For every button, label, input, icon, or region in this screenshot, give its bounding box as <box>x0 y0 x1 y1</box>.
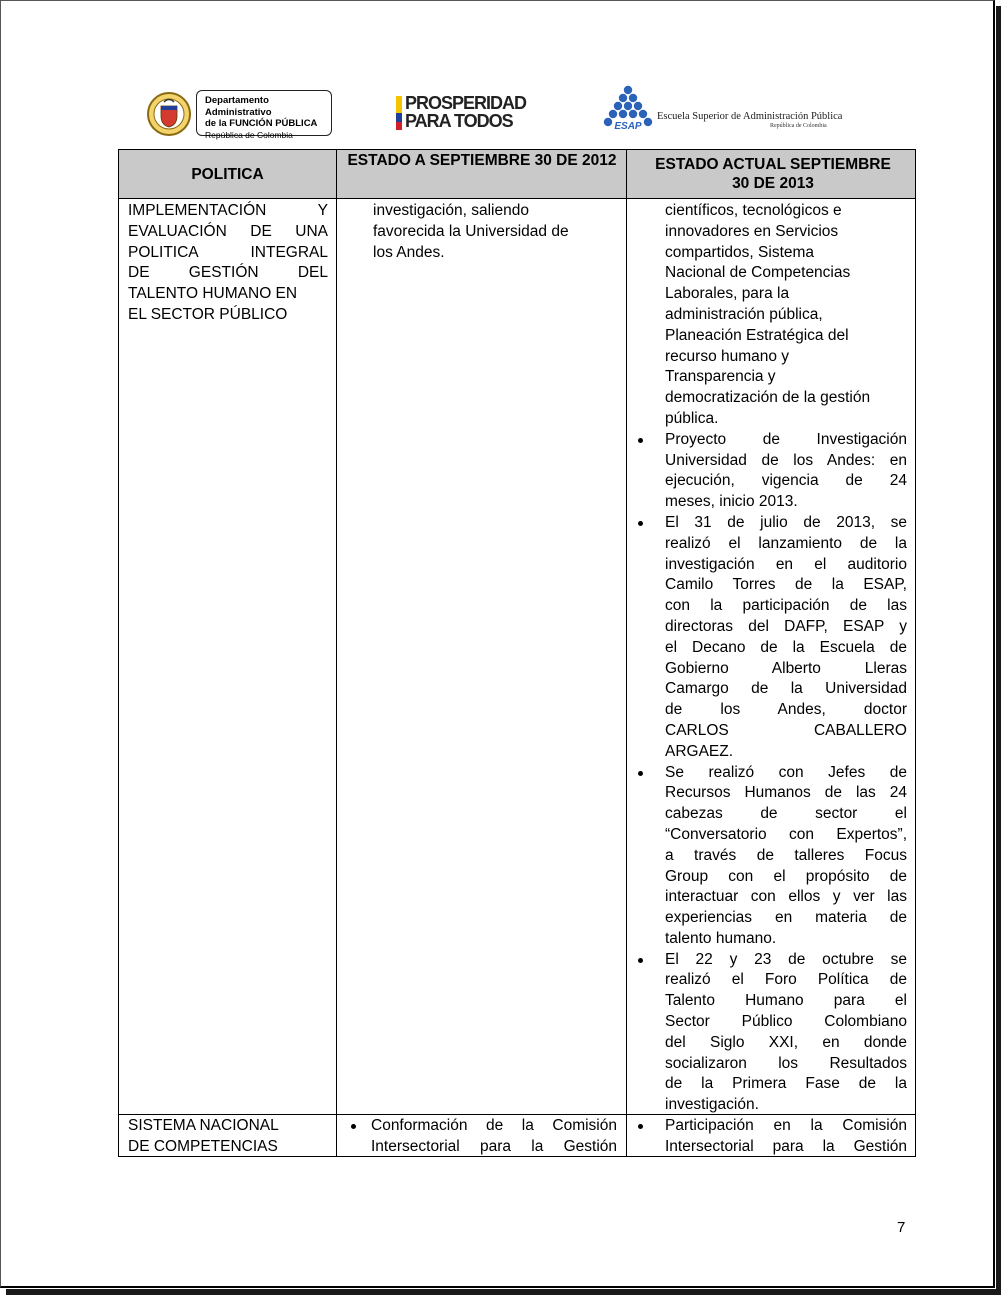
bullet-icon <box>638 438 643 443</box>
esap-subtitle: República de Colombia <box>770 123 827 129</box>
page-number: 7 <box>897 1219 906 1236</box>
bullet-item <box>665 513 907 763</box>
bullet-line: Sector Público Colombiano <box>665 1013 907 1031</box>
bullet-line: ARGAEZ. <box>665 742 734 760</box>
row1-politica-line: EVALUACIÓN DE UNA <box>128 222 328 240</box>
bullet-item <box>665 763 907 950</box>
table-col-divider-2 <box>626 149 627 1157</box>
bullet-line: investigación en el auditorio <box>665 555 907 573</box>
prosperidad-line1: PROSPERIDAD <box>405 93 527 113</box>
bullet-item <box>665 1116 907 1158</box>
table-header-divider <box>118 198 916 199</box>
row1-estado-2013-cont-line: Nacional de Competencias <box>665 264 851 282</box>
dafp-logo <box>144 88 336 140</box>
row1-estado-2013-cont-line: administración pública, <box>665 305 823 323</box>
colombia-seal-icon <box>146 90 192 138</box>
row1-estado-2012 <box>373 201 621 263</box>
bullet-line: El 22 y 23 de octubre se <box>665 950 907 968</box>
header-politica: POLITICA <box>191 166 264 183</box>
dafp-line1: Departamento Administrativo <box>205 95 272 118</box>
row2-politica <box>128 1116 328 1158</box>
bullet-line: Gobierno Alberto Lleras <box>665 659 907 677</box>
bullet-icon <box>638 771 643 776</box>
row1-estado-2013-cont-line: Laborales, para la <box>665 285 790 303</box>
bullet-line: de la Primera Fase de la <box>665 1075 907 1093</box>
row1-estado-2013-cont-line: pública. <box>665 409 719 427</box>
row1-politica-line: DE GESTIÓN DEL <box>128 264 328 282</box>
row1-estado-2013-cont-line: recurso humano y <box>665 347 790 365</box>
politica-table <box>118 149 916 1157</box>
row1-estado-2013-cont-line: innovadores en Servicios <box>665 222 839 240</box>
prosperidad-logo <box>396 95 548 131</box>
bullet-line: Participación en la Comisión <box>665 1117 907 1134</box>
bullet-line: Se realizó con Jefes de <box>665 763 907 781</box>
row1-estado-2012-line: favorecida la Universidad de <box>373 222 569 240</box>
bullet-line: Camargo de la Universidad <box>665 680 907 698</box>
row1-politica-line: POLITICA INTEGRAL <box>128 243 328 261</box>
bullet-line: Intersectorial para la Gestión <box>371 1137 617 1155</box>
table-col-divider-1 <box>336 149 337 1157</box>
table-border-left <box>118 149 119 1157</box>
bullet-line: “Conversatorio con Expertos”, <box>665 825 907 843</box>
bullet-line: Conformación de la Comisión <box>371 1117 617 1134</box>
row1-politica-line: EL SECTOR PÚBLICO <box>128 305 288 323</box>
prosperidad-text <box>405 94 526 130</box>
bullet-line: con la participación de las <box>665 597 907 615</box>
row2-politica-line: DE COMPETENCIAS <box>128 1137 278 1155</box>
bullet-line: del Siglo XXI, en donde <box>665 1033 907 1051</box>
bullet-line: talento humano. <box>665 929 777 947</box>
page-shadow-bottom <box>6 1289 1001 1295</box>
table-border-top <box>118 149 916 150</box>
row1-estado-2013-cont-line: científicos, tecnológicos e <box>665 202 842 219</box>
bullet-line: El 31 de julio de 2013, se <box>665 513 907 531</box>
esap-pyramid-icon <box>602 85 654 131</box>
bullet-line: Recursos Humanos de las 24 <box>665 784 907 802</box>
bullet-line: Talento Humano para el <box>665 992 907 1010</box>
esap-name: Escuela Superior de Administración Pública <box>657 111 843 122</box>
bullet-line: directoras del DAFP, ESAP y <box>665 617 907 635</box>
dafp-name-box <box>196 90 332 140</box>
bullet-line: experiencias en materia de <box>665 909 907 927</box>
row1-estado-2013-cont-line: Transparencia y <box>665 368 776 386</box>
row2-estado-2012 <box>371 1116 617 1158</box>
bullet-item <box>665 950 907 1116</box>
row1-politica-line: IMPLEMENTACIÓN Y <box>128 202 328 219</box>
row1-politica <box>128 201 328 326</box>
colombia-flag-bar-icon <box>396 96 402 130</box>
bullet-item <box>665 430 907 513</box>
bullet-line: cabezas de sector el <box>665 805 907 823</box>
row2-estado-2013 <box>665 1116 907 1158</box>
row1-estado-2013-cont-line: Planeación Estratégica del <box>665 326 849 344</box>
bullet-item <box>371 1116 617 1158</box>
esap-acronym: ESAP <box>614 121 642 131</box>
row1-estado-2013-cont-line: compartidos, Sistema <box>665 243 815 261</box>
prosperidad-line2: PARA TODOS <box>405 111 513 131</box>
bullet-line: Intersectorial para la Gestión <box>665 1137 907 1155</box>
header-estado-2012: ESTADO A SEPTIEMBRE 30 DE 2012 <box>347 152 617 169</box>
bullet-line: ejecución, vigencia de 24 <box>665 472 907 490</box>
row1-politica-line: TALENTO HUMANO EN <box>128 285 298 303</box>
page-shadow-right <box>996 6 1001 1295</box>
bullet-line: investigación. <box>665 1096 759 1114</box>
row1-estado-2012-line: los Andes. <box>373 243 445 261</box>
bullet-line: Group con el propósito de <box>665 867 907 885</box>
bullet-icon <box>351 1124 356 1129</box>
bullet-line: realizó el lanzamiento de la <box>665 534 907 552</box>
bullet-line: realizó el Foro Política de <box>665 971 907 989</box>
bullet-line: de los Andes, doctor <box>665 701 907 719</box>
bullet-line: a través de talleres Focus <box>665 846 907 864</box>
bullet-line: Proyecto de Investigación <box>665 430 907 448</box>
esap-logo <box>602 85 843 135</box>
row2-politica-line: SISTEMA NACIONAL <box>128 1117 279 1134</box>
dafp-line2: de la FUNCIÓN PÚBLICA <box>205 118 318 129</box>
bullet-icon <box>638 958 643 963</box>
bullet-line: socializaron los Resultados <box>665 1054 907 1072</box>
bullet-line: meses, inicio 2013. <box>665 493 798 511</box>
bullet-line: CARLOS CABALLERO <box>665 721 907 739</box>
table-border-right <box>915 149 916 1157</box>
bullet-icon <box>638 1124 643 1129</box>
row1-estado-2013-cont-line: democratización de la gestión <box>665 389 871 407</box>
dafp-line3: República de Colombia <box>205 129 293 140</box>
header-estado-2013: ESTADO ACTUAL SEPTIEMBRE 30 DE 2013 <box>655 156 891 192</box>
row1-estado-2013 <box>665 201 907 1116</box>
bullet-line: el Decano de la Escuela de <box>665 638 907 656</box>
row1-estado-2012-line: investigación, saliendo <box>373 202 529 219</box>
bullet-icon <box>638 521 643 526</box>
bullet-line: Universidad de los Andes: en <box>665 451 907 469</box>
bullet-line: interactuar con ellos y ver las <box>665 888 907 906</box>
bullet-line: Camilo Torres de la ESAP, <box>665 576 907 594</box>
